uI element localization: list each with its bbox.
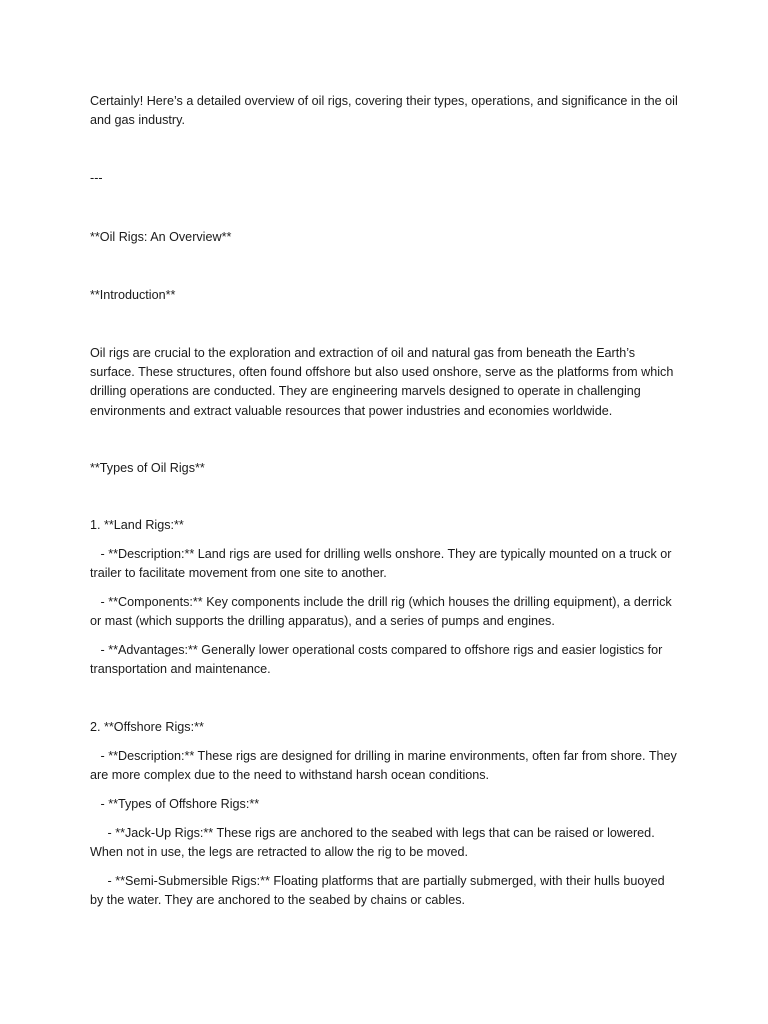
jack-up-rigs-item: - **Jack-Up Rigs:** These rigs are anchored to the seabed with legs that can be raised or lowered. When not in use, the legs are retracted to allow the rig to be moved. — [90, 826, 659, 860]
introduction-paragraph: Oil rigs are crucial to the exploration and extraction of oil and natural gas from beneath the Earth’s surface. These structures, often found offshore but also used onshore, serve as the platforms from which drilling operations are conducted. They are engineering marvels designed to operate in challenging environments and extract valuable resources that power industries and economies worldwide. — [90, 346, 677, 418]
offshore-rigs-description: - **Description:** These rigs are designed for drilling in marine environments, often far from shore. They are more complex due to the need to withstand harsh ocean conditions. — [90, 749, 681, 783]
land-rigs-description: - **Description:** Land rigs are used for drilling wells onshore. They are typically mounted on a truck or trailer to facilitate movement from one site to another. — [90, 547, 675, 581]
separator-line: --- — [90, 171, 103, 185]
types-heading: **Types of Oil Rigs** — [90, 461, 205, 475]
semi-submersible-rigs-item: - **Semi-Submersible Rigs:** Floating platforms that are partially submerged, with their hulls buoyed by the water. They are anchored to the seabed by chains or cables. — [90, 874, 669, 908]
offshore-rigs-heading: 2. **Offshore Rigs:** — [90, 720, 204, 734]
intro-paragraph: Certainly! Here’s a detailed overview of oil rigs, covering their types, operations, and significance in the oil and gas industry. — [90, 94, 682, 128]
introduction-heading: **Introduction** — [90, 288, 176, 302]
offshore-rigs-types-heading: - **Types of Offshore Rigs:** — [90, 797, 260, 811]
document-title: **Oil Rigs: An Overview** — [90, 230, 232, 244]
land-rigs-components: - **Components:** Key components include the drill rig (which houses the drilling equipment), a derrick or mast (which supports the drilling apparatus), and a series of pumps and engines. — [90, 595, 676, 629]
land-rigs-advantages: - **Advantages:** Generally lower operational costs compared to offshore rigs and easier logistics for transportation and maintenance. — [90, 643, 666, 677]
land-rigs-heading: 1. **Land Rigs:** — [90, 518, 184, 532]
